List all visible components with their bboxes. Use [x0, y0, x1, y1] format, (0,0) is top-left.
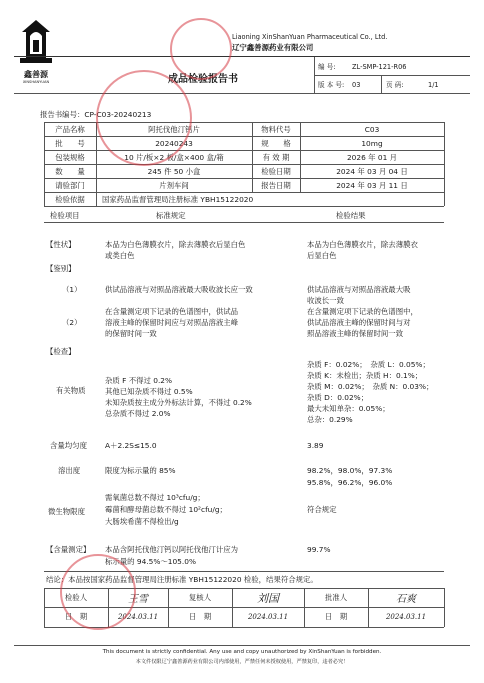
- related-result-3: 杂质 M：0.02%； 杂质 N：0.03%；: [307, 382, 434, 391]
- related-standard-3: 未知杂质按主成分外标法计算，不得过 0.2%: [105, 398, 252, 407]
- assay-result: 99.7%: [307, 545, 331, 554]
- inspect-date-value: 2024 年 03 月 04 日: [336, 167, 408, 176]
- company-name-cn: 辽宁鑫善源药业有限公司: [232, 43, 314, 52]
- page-value: 1/1: [428, 81, 439, 89]
- version-value: 03: [352, 81, 361, 89]
- logo-subtext: XINSHANYUAN: [22, 80, 50, 84]
- report-date-value: 2024 年 03 月 11 日: [336, 181, 408, 190]
- approver-signature: 石爽: [396, 594, 416, 605]
- micro-standard-3: 大肠埃希菌不得检出/g: [105, 517, 179, 526]
- related-standard-2: 其他已知杂质不得过 0.5%: [105, 387, 193, 396]
- ident-label: 【鉴别】: [46, 264, 76, 273]
- info-grid-line: [44, 192, 444, 193]
- ident2-standard-3: 的保留时间一致: [105, 329, 157, 338]
- batch-value: 20240243: [155, 139, 193, 148]
- company-logo: [16, 18, 56, 84]
- version-label: 版 本 号:: [318, 81, 345, 89]
- pack-value: 10 片/板×2 板/盒×400 盒/箱: [124, 153, 224, 162]
- footer-cn: 本文件仅限辽宁鑫善源药业有限公司内部使用，严禁任何未授权使用，严禁复印，违者必究！: [135, 659, 349, 665]
- approver-label: 批准人: [324, 593, 348, 602]
- ident1-result-2: 收波长一致: [307, 296, 344, 305]
- report-date-label: 报告日期: [261, 181, 291, 190]
- assay-standard-1: 本品含阿托伐他汀钙以阿托伐他汀计应为: [105, 545, 239, 554]
- related-result-5: 最大未知单杂：0.05%；: [307, 404, 390, 413]
- page-label: 页 码:: [386, 81, 404, 89]
- expiry-label: 有 效 期: [262, 153, 290, 162]
- traits-standard-1: 本品为白色薄膜衣片，除去薄膜衣后显白色: [105, 240, 246, 249]
- ident1-label: （1）: [62, 285, 82, 294]
- related-standard-4: 总杂质不得过 2.0%: [105, 409, 171, 418]
- info-grid-vline: [444, 122, 445, 206]
- basis-label: 检验依据: [55, 195, 85, 204]
- traits-standard-2: 或类白色: [105, 251, 135, 260]
- logo-text: 鑫善源: [24, 70, 48, 79]
- related-result-1: 杂质 F：0.02%； 杂质 L：0.05%；: [307, 360, 430, 369]
- reviewer-label: 复核人: [188, 593, 212, 602]
- reviewer-signature: 刘国: [257, 592, 279, 605]
- product-name-value: 阿托伐他汀钙片: [148, 125, 200, 134]
- dept-value: 片剂车间: [159, 181, 189, 190]
- check-label: 【检查】: [46, 347, 76, 356]
- col-standard-header: 标准规定: [156, 211, 186, 220]
- report-number: 报告书编号：CP-C03-20240213: [40, 110, 152, 119]
- spec-label: 规 格: [261, 139, 291, 148]
- inspector-date-label: 日 期: [64, 612, 88, 621]
- approver-date: 2024.03.11: [385, 613, 427, 621]
- batch-label: 批 号: [55, 139, 85, 148]
- spec-value: 10mg: [361, 139, 383, 148]
- inspector-date: 2024.03.11: [117, 613, 159, 621]
- info-grid-line: [44, 206, 444, 207]
- docbox-mid: [314, 75, 470, 76]
- material-code-value: C03: [364, 125, 380, 134]
- related-standard-1: 杂质 F 不得过 0.2%: [105, 376, 173, 385]
- ident2-standard-2: 溶液主峰的保留时间应与对照品溶液主峰: [105, 318, 239, 327]
- dissolution-standard: 限度为标示量的 85%: [105, 466, 176, 475]
- assay-label: 【含量测定】: [46, 545, 91, 554]
- ident2-result-3: 照品溶液主峰的保留时间一致: [307, 329, 404, 338]
- company-seal-stamp-center: [96, 70, 192, 166]
- ident1-result-1: 供试品溶液与对照品溶液最大吸: [307, 285, 411, 294]
- uniformity-label: 含量均匀度: [50, 441, 87, 450]
- material-code-label: 物料代号: [261, 125, 291, 134]
- micro-result: 符合规定: [307, 505, 337, 514]
- uniformity-result: 3.89: [307, 441, 324, 450]
- expiry-value: 2026 年 01 月: [346, 153, 398, 162]
- col-result-header: 检验结果: [336, 211, 366, 220]
- dissolution-result-1: 98.2%，98.0%，97.3%: [307, 466, 393, 475]
- ident2-result-2: 供试品溶液主峰的保留时间与对: [307, 318, 411, 327]
- ident2-label: （2）: [62, 318, 82, 327]
- report-title: 成品检验报告书: [168, 74, 238, 85]
- table-header-line: [44, 222, 444, 223]
- footer-en: This document is strictly confidential. Any use and copy unauthorized by XinShanYuan is forbidden.: [102, 649, 382, 655]
- qty-value: 245 件 50 小盒: [147, 167, 201, 176]
- ident1-standard: 供试品溶液与对照品溶液最大吸收波长应一致: [105, 285, 253, 294]
- conclusion-text: 结论：本品按国家药品监督管理局注册标准 YBH15122020 检验，结果符合规定。: [46, 575, 318, 584]
- related-result-4: 杂质 D：0.02%；: [307, 393, 369, 402]
- dissolution-result-2: 95.8%，96.2%，96.0%: [307, 478, 393, 487]
- sign-grid-vline: [444, 588, 445, 627]
- doc-no-label: 编 号:: [318, 63, 336, 71]
- info-grid-line: [44, 178, 444, 179]
- ident2-standard-1: 在含量测定项下记录的色谱图中，供试品: [105, 307, 239, 316]
- doc-no-value: ZL-SMP-121-R06: [352, 63, 407, 71]
- uniformity-standard: A＋2.2S≤15.0: [105, 441, 157, 450]
- ident2-result-1: 在含量测定项下记录的色谱图中，: [307, 307, 418, 316]
- company-name-en: Liaoning XinShanYuan Pharmaceutical Co., Ltd.: [232, 33, 388, 41]
- product-name-label: 产品名称: [55, 125, 85, 134]
- dept-label: 请验部门: [55, 181, 85, 190]
- traits-result-1: 本品为白色薄膜衣片，除去薄膜衣: [307, 240, 418, 249]
- info-grid-line: [44, 164, 444, 165]
- related-result-2: 杂质 K：未检出；杂质 H：0.1%；: [307, 371, 423, 380]
- company-seal-stamp-bottom: [60, 554, 136, 630]
- inspect-date-label: 检验日期: [261, 167, 291, 176]
- related-label: 有关物质: [56, 386, 86, 395]
- docbox-split: [381, 75, 382, 93]
- header-divider: [14, 56, 470, 57]
- col-item-header: 检验项目: [50, 211, 80, 220]
- dissolution-label: 溶出度: [58, 466, 81, 475]
- reviewer-date: 2024.03.11: [247, 613, 289, 621]
- assay-standard-2: 标示量的 94.5%～105.0%: [105, 557, 196, 566]
- qty-label: 数 量: [55, 167, 85, 176]
- traits-label: 【性状】: [46, 240, 76, 249]
- docbox-bottom: [14, 93, 470, 94]
- inspector-label: 检验人: [64, 593, 88, 602]
- approver-date-label: 日 期: [324, 612, 348, 621]
- pack-label: 包装规格: [55, 153, 85, 162]
- company-seal-stamp-top: [170, 18, 232, 80]
- info-grid-line: [44, 150, 444, 151]
- footer-divider: [14, 645, 470, 646]
- inspector-signature: 王雪: [128, 594, 148, 605]
- related-result-6: 总杂：0.29%: [307, 415, 353, 424]
- micro-standard-2: 霉菌和酵母菌总数不得过 10²cfu/g；: [105, 505, 227, 514]
- traits-result-2: 后显白色: [307, 251, 337, 260]
- micro-label: 微生物限度: [48, 507, 85, 516]
- micro-standard-1: 需氧菌总数不得过 10³cfu/g；: [105, 493, 205, 502]
- reviewer-date-label: 日 期: [188, 612, 212, 621]
- basis-value: 国家药品监督管理局注册标准 YBH15122020: [102, 195, 254, 204]
- logo-emblem-icon: [16, 18, 56, 66]
